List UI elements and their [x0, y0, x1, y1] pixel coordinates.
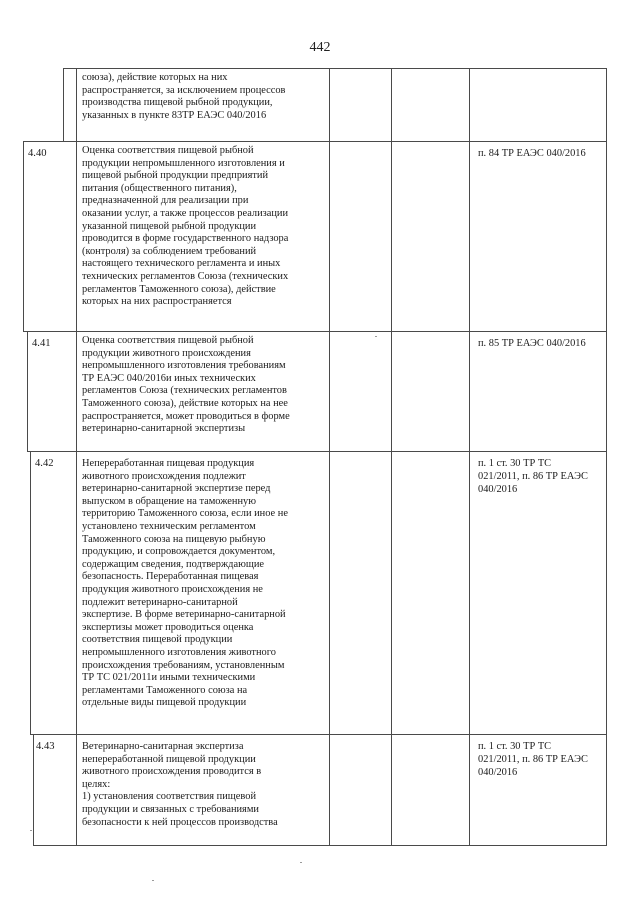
reference-cell	[469, 68, 607, 142]
reference-text: п. 84 ТР ЕАЭС 040/2016	[478, 148, 586, 159]
requirement-cell	[76, 331, 330, 452]
requirement-text: Оценка соответствия пищевой рыбной продукции животного происхождения непромышленного изготовления требованиям ТР ЕАЭС 040/2016и иных технических регламентов Союза (технических регламентов Таможенного союза), действие которых на нее распространяется, может проводиться в форме ветеринарно-санитарной экспертизы	[82, 335, 290, 435]
reference-cell	[469, 734, 607, 846]
row-number-cell	[23, 141, 77, 332]
scan-speck	[30, 830, 32, 831]
empty-cell	[329, 68, 392, 142]
row-number-cell	[63, 68, 77, 142]
row-number: 4.41	[32, 338, 51, 349]
reference-cell	[469, 451, 607, 735]
row-number: 4.40	[28, 148, 47, 159]
table-row	[35, 451, 607, 735]
empty-cell	[329, 141, 392, 332]
requirement-text: союза), действие которых на них распространяется, за исключением процессов производства пищевой рыбной продукции, указанных в пункте 83ТР ЕАЭС 040/2016	[82, 72, 286, 121]
empty-cell	[329, 331, 392, 452]
requirement-cell	[76, 68, 330, 142]
reference-cell	[469, 141, 607, 332]
requirement-text: Ветеринарно-санитарная экспертиза непереработанной пищевой продукции животного происхождения проводится в целях: 1) установления соответствия пищевой продукции и связанных с требованиями безопасности к ней процессов производства	[82, 741, 278, 828]
page-number: 442	[309, 40, 331, 55]
row-number-cell	[30, 451, 77, 735]
requirement-cell	[76, 451, 330, 735]
row-number-cell	[33, 734, 77, 846]
requirement-text: Оценка соответствия пищевой рыбной продукции непромышленного изготовления и пищевой рыбной продукции предприятий питания (общественного питания), предназначенной для реализации при оказании услуг, а также процессов реализации указанной пищевой рыбной продукции проводится в форме государственного надзора (контроля) за соблюдением требований настоящего технического регламента и иных технических регламентов Союза (технических регламентов Таможенного союза), действие которых на них распространяется	[82, 145, 289, 308]
reference-text: п. 1 ст. 30 ТР ТС 021/2011, п. 86 ТР ЕАЭС 040/2016	[478, 458, 588, 495]
requirement-cell	[76, 141, 330, 332]
row-number: 4.43	[36, 741, 55, 752]
row-number-cell	[27, 331, 77, 452]
reference-cell	[469, 331, 607, 452]
scan-speck	[152, 880, 154, 881]
table-row	[63, 68, 607, 142]
empty-cell	[329, 451, 392, 735]
reference-text: п. 1 ст. 30 ТР ТС 021/2011, п. 86 ТР ЕАЭС 040/2016	[478, 741, 588, 778]
table-row	[36, 734, 607, 846]
reference-text: п. 85 ТР ЕАЭС 040/2016	[478, 338, 586, 349]
empty-cell	[391, 68, 470, 142]
table-row	[28, 141, 607, 332]
empty-cell	[391, 331, 470, 452]
requirement-cell	[76, 734, 330, 846]
requirement-text: Непереработанная пищевая продукция животного происхождения подлежит ветеринарно-санитарной экспертизе перед выпуском в обращение на таможенную территорию Таможенного союза, если иное не установлено техническим регламентом Таможенного союза на пищевую рыбную продукцию, и сопровождается документом, содержащим сведения, подтверждающие безопасность. Переработанная пищевая продукция животного происхождения не подлежит ветеринарно-санитарной экспертизе. В форме ветеринарно-санитарной экспертизы может проводиться оценка соответствия пищевой продукции непромышленного изготовления животного происхождения требованиям, установленным ТР ТС 021/2011и иными техническими регламентами Таможенного союза на отдельные виды пищевой продукции	[82, 458, 288, 709]
table-row	[32, 331, 607, 452]
reference-text	[470, 69, 606, 75]
scan-speck	[300, 862, 302, 863]
scan-speck	[375, 336, 377, 337]
empty-cell	[391, 451, 470, 735]
empty-cell	[329, 734, 392, 846]
empty-cell	[391, 734, 470, 846]
row-number: 4.42	[35, 458, 54, 469]
empty-cell	[391, 141, 470, 332]
